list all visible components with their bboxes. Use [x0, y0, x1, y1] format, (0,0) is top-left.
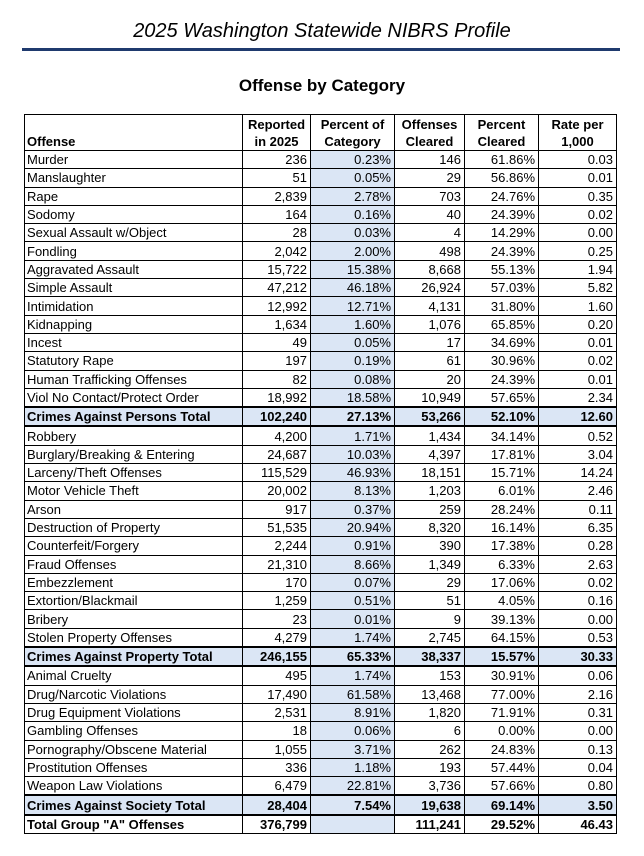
- cell-rate-per-1000: 0.01: [539, 370, 617, 388]
- cell-rate-per-1000: 2.63: [539, 555, 617, 573]
- cell-percent-of-category: 1.74%: [311, 628, 395, 647]
- cell-offenses-cleared: 51: [395, 592, 465, 610]
- table-row: [25, 537, 617, 555]
- cell-percent-cleared: 14.29%: [465, 224, 539, 242]
- cell-offense: Aggravated Assault: [25, 260, 243, 278]
- cell-offense: Simple Assault: [25, 279, 243, 297]
- cell-rate-per-1000: 0.01: [539, 333, 617, 351]
- cell-percent-of-category: 12.71%: [311, 297, 395, 315]
- cell-offenses-cleared: 1,076: [395, 315, 465, 333]
- cell-percent-of-category: 22.81%: [311, 777, 395, 796]
- cell-percent-of-category: [311, 815, 395, 834]
- cell-offenses-cleared: 61: [395, 352, 465, 370]
- cell-offense: Embezzlement: [25, 573, 243, 591]
- cell-percent-cleared: 77.00%: [465, 685, 539, 703]
- table-row: [25, 685, 617, 703]
- cell-offense: Robbery: [25, 426, 243, 445]
- cell-percent-of-category: 10.03%: [311, 445, 395, 463]
- cell-rate-per-1000: 0.35: [539, 187, 617, 205]
- cell-offenses-cleared: 2,745: [395, 628, 465, 647]
- cell-reported: 23: [243, 610, 311, 628]
- cell-rate-per-1000: 0.53: [539, 628, 617, 647]
- table-row: [25, 352, 617, 370]
- cell-reported: 236: [243, 151, 311, 169]
- cell-reported: 82: [243, 370, 311, 388]
- cell-rate-per-1000: 2.46: [539, 482, 617, 500]
- cell-offenses-cleared: 703: [395, 187, 465, 205]
- cell-offense: Bribery: [25, 610, 243, 628]
- cell-percent-cleared: 17.06%: [465, 573, 539, 591]
- cell-rate-per-1000: 2.16: [539, 685, 617, 703]
- cell-reported: 4,200: [243, 426, 311, 445]
- cell-rate-per-1000: 0.02: [539, 352, 617, 370]
- cell-percent-cleared: 17.81%: [465, 445, 539, 463]
- cell-rate-per-1000: 1.94: [539, 260, 617, 278]
- cell-offenses-cleared: 4: [395, 224, 465, 242]
- cell-reported: 170: [243, 573, 311, 591]
- table-body: [25, 151, 617, 834]
- table-row: [25, 333, 617, 351]
- cell-offenses-cleared: 29: [395, 169, 465, 187]
- cell-percent-cleared: 30.91%: [465, 666, 539, 685]
- cell-percent-of-category: 0.01%: [311, 610, 395, 628]
- cell-offense: Incest: [25, 333, 243, 351]
- cell-offenses-cleared: 9: [395, 610, 465, 628]
- cell-percent-cleared: 57.65%: [465, 388, 539, 407]
- cell-offense: Sodomy: [25, 205, 243, 223]
- table-row: [25, 777, 617, 796]
- cell-offense: Arson: [25, 500, 243, 518]
- cell-reported: 17,490: [243, 685, 311, 703]
- cell-rate-per-1000: 3.04: [539, 445, 617, 463]
- cell-percent-of-category: 0.51%: [311, 592, 395, 610]
- cell-percent-of-category: 2.78%: [311, 187, 395, 205]
- cell-percent-cleared: 6.01%: [465, 482, 539, 500]
- table-row: [25, 169, 617, 187]
- cell-percent-of-category: 0.05%: [311, 333, 395, 351]
- table-row: [25, 388, 617, 407]
- cell-offenses-cleared: 26,924: [395, 279, 465, 297]
- table-row: [25, 740, 617, 758]
- cell-offense: Intimidation: [25, 297, 243, 315]
- cell-percent-of-category: 61.58%: [311, 685, 395, 703]
- cell-reported: 18,992: [243, 388, 311, 407]
- cell-offense: Crimes Against Property Total: [25, 647, 243, 666]
- cell-percent-cleared: 52.10%: [465, 407, 539, 426]
- cell-percent-of-category: 0.37%: [311, 500, 395, 518]
- cell-offense: Destruction of Property: [25, 518, 243, 536]
- cell-percent-of-category: 2.00%: [311, 242, 395, 260]
- cell-rate-per-1000: 14.24: [539, 464, 617, 482]
- cell-rate-per-1000: 0.28: [539, 537, 617, 555]
- cell-rate-per-1000: 30.33: [539, 647, 617, 666]
- cell-percent-of-category: 7.54%: [311, 795, 395, 814]
- cell-reported: 376,799: [243, 815, 311, 834]
- cell-offenses-cleared: 8,320: [395, 518, 465, 536]
- cell-offenses-cleared: 1,434: [395, 426, 465, 445]
- cell-rate-per-1000: 0.03: [539, 151, 617, 169]
- cell-reported: 102,240: [243, 407, 311, 426]
- cell-percent-of-category: 27.13%: [311, 407, 395, 426]
- cell-reported: 2,839: [243, 187, 311, 205]
- cell-offenses-cleared: 29: [395, 573, 465, 591]
- cell-offense: Counterfeit/Forgery: [25, 537, 243, 555]
- cell-reported: 115,529: [243, 464, 311, 482]
- cell-percent-cleared: 15.71%: [465, 464, 539, 482]
- header-offenses-cleared: Offenses Cleared: [395, 115, 465, 151]
- cell-percent-cleared: 24.39%: [465, 242, 539, 260]
- cell-percent-cleared: 17.38%: [465, 537, 539, 555]
- cell-reported: 2,244: [243, 537, 311, 555]
- cell-percent-of-category: 0.16%: [311, 205, 395, 223]
- cell-reported: 1,055: [243, 740, 311, 758]
- cell-reported: 21,310: [243, 555, 311, 573]
- cell-reported: 51: [243, 169, 311, 187]
- cell-offense: Crimes Against Society Total: [25, 795, 243, 814]
- table-row: [25, 628, 617, 647]
- cell-offenses-cleared: 259: [395, 500, 465, 518]
- cell-percent-of-category: 46.18%: [311, 279, 395, 297]
- cell-reported: 15,722: [243, 260, 311, 278]
- cell-percent-cleared: 64.15%: [465, 628, 539, 647]
- cell-percent-cleared: 24.39%: [465, 370, 539, 388]
- table-row: [25, 555, 617, 573]
- cell-percent-of-category: 1.60%: [311, 315, 395, 333]
- cell-offenses-cleared: 498: [395, 242, 465, 260]
- cell-offenses-cleared: 19,638: [395, 795, 465, 814]
- cell-reported: 47,212: [243, 279, 311, 297]
- cell-offense: Drug Equipment Violations: [25, 703, 243, 721]
- cell-offense: Kidnapping: [25, 315, 243, 333]
- cell-offense: Manslaughter: [25, 169, 243, 187]
- table-row: [25, 426, 617, 445]
- offense-table: [24, 114, 617, 834]
- cell-percent-cleared: 30.96%: [465, 352, 539, 370]
- cell-percent-of-category: 0.23%: [311, 151, 395, 169]
- cell-reported: 1,634: [243, 315, 311, 333]
- cell-reported: 2,531: [243, 703, 311, 721]
- cell-offense: Rape: [25, 187, 243, 205]
- cell-rate-per-1000: 46.43: [539, 815, 617, 834]
- table-row: [25, 758, 617, 776]
- cell-offenses-cleared: 40: [395, 205, 465, 223]
- cell-rate-per-1000: 0.00: [539, 610, 617, 628]
- cell-offenses-cleared: 4,397: [395, 445, 465, 463]
- cell-percent-cleared: 55.13%: [465, 260, 539, 278]
- cell-offense: Motor Vehicle Theft: [25, 482, 243, 500]
- cell-percent-of-category: 0.08%: [311, 370, 395, 388]
- cell-rate-per-1000: 0.01: [539, 169, 617, 187]
- cell-offense: Larceny/Theft Offenses: [25, 464, 243, 482]
- cell-rate-per-1000: 0.25: [539, 242, 617, 260]
- table-row: [25, 666, 617, 685]
- cell-offenses-cleared: 20: [395, 370, 465, 388]
- cell-percent-cleared: 28.24%: [465, 500, 539, 518]
- table-row: [25, 242, 617, 260]
- cell-rate-per-1000: 0.31: [539, 703, 617, 721]
- cell-percent-cleared: 31.80%: [465, 297, 539, 315]
- cell-percent-of-category: 20.94%: [311, 518, 395, 536]
- cell-reported: 2,042: [243, 242, 311, 260]
- cell-offense: Crimes Against Persons Total: [25, 407, 243, 426]
- cell-offense: Fondling: [25, 242, 243, 260]
- cell-percent-of-category: 0.03%: [311, 224, 395, 242]
- cell-percent-cleared: 56.86%: [465, 169, 539, 187]
- cell-offenses-cleared: 3,736: [395, 777, 465, 796]
- cell-rate-per-1000: 5.82: [539, 279, 617, 297]
- cell-rate-per-1000: 0.00: [539, 722, 617, 740]
- cell-offenses-cleared: 1,203: [395, 482, 465, 500]
- cell-reported: 28,404: [243, 795, 311, 814]
- table-row: [25, 279, 617, 297]
- cell-percent-of-category: 8.66%: [311, 555, 395, 573]
- cell-offenses-cleared: 10,949: [395, 388, 465, 407]
- cell-offense: Total Group "A" Offenses: [25, 815, 243, 834]
- cell-offense: Sexual Assault w/Object: [25, 224, 243, 242]
- cell-offense: Fraud Offenses: [25, 555, 243, 573]
- cell-percent-of-category: 1.74%: [311, 666, 395, 685]
- cell-percent-cleared: 57.03%: [465, 279, 539, 297]
- cell-offenses-cleared: 6: [395, 722, 465, 740]
- cell-offenses-cleared: 8,668: [395, 260, 465, 278]
- cell-reported: 18: [243, 722, 311, 740]
- cell-offenses-cleared: 1,349: [395, 555, 465, 573]
- cell-percent-of-category: 3.71%: [311, 740, 395, 758]
- table-row: [25, 370, 617, 388]
- cell-rate-per-1000: 0.06: [539, 666, 617, 685]
- cell-offense: Pornography/Obscene Material: [25, 740, 243, 758]
- category-total-row: [25, 407, 617, 426]
- cell-offenses-cleared: 1,820: [395, 703, 465, 721]
- cell-reported: 24,687: [243, 445, 311, 463]
- cell-offenses-cleared: 17: [395, 333, 465, 351]
- grand-total-row: [25, 815, 617, 834]
- table-row: [25, 592, 617, 610]
- cell-reported: 197: [243, 352, 311, 370]
- cell-rate-per-1000: 3.50: [539, 795, 617, 814]
- cell-percent-cleared: 6.33%: [465, 555, 539, 573]
- cell-reported: 12,992: [243, 297, 311, 315]
- cell-offense: Viol No Contact/Protect Order: [25, 388, 243, 407]
- table-row: [25, 500, 617, 518]
- cell-percent-cleared: 29.52%: [465, 815, 539, 834]
- cell-reported: 246,155: [243, 647, 311, 666]
- table-row: [25, 518, 617, 536]
- cell-offense: Statutory Rape: [25, 352, 243, 370]
- header-offense: Offense: [25, 115, 243, 151]
- cell-percent-of-category: 46.93%: [311, 464, 395, 482]
- cell-offense: Human Trafficking Offenses: [25, 370, 243, 388]
- cell-reported: 6,479: [243, 777, 311, 796]
- cell-offenses-cleared: 4,131: [395, 297, 465, 315]
- cell-percent-of-category: 0.07%: [311, 573, 395, 591]
- cell-rate-per-1000: 0.02: [539, 205, 617, 223]
- cell-percent-of-category: 0.05%: [311, 169, 395, 187]
- table-row: [25, 610, 617, 628]
- cell-percent-cleared: 39.13%: [465, 610, 539, 628]
- cell-percent-of-category: 65.33%: [311, 647, 395, 666]
- cell-reported: 20,002: [243, 482, 311, 500]
- cell-offense: Gambling Offenses: [25, 722, 243, 740]
- cell-percent-of-category: 1.71%: [311, 426, 395, 445]
- cell-percent-cleared: 34.69%: [465, 333, 539, 351]
- cell-percent-cleared: 61.86%: [465, 151, 539, 169]
- cell-offenses-cleared: 38,337: [395, 647, 465, 666]
- cell-offenses-cleared: 193: [395, 758, 465, 776]
- cell-offense: Burglary/Breaking & Entering: [25, 445, 243, 463]
- cell-offense: Extortion/Blackmail: [25, 592, 243, 610]
- cell-percent-of-category: 0.19%: [311, 352, 395, 370]
- cell-reported: 495: [243, 666, 311, 685]
- cell-percent-cleared: 34.14%: [465, 426, 539, 445]
- cell-offenses-cleared: 13,468: [395, 685, 465, 703]
- cell-offenses-cleared: 262: [395, 740, 465, 758]
- document-title: 2025 Washington Statewide NIBRS Profile: [133, 20, 511, 42]
- cell-offenses-cleared: 146: [395, 151, 465, 169]
- cell-rate-per-1000: 0.11: [539, 500, 617, 518]
- table-row: [25, 573, 617, 591]
- table-row: [25, 187, 617, 205]
- cell-reported: 336: [243, 758, 311, 776]
- cell-percent-of-category: 1.18%: [311, 758, 395, 776]
- cell-reported: 164: [243, 205, 311, 223]
- table-row: [25, 445, 617, 463]
- cell-rate-per-1000: 0.02: [539, 573, 617, 591]
- table-row: [25, 224, 617, 242]
- cell-offense: Animal Cruelty: [25, 666, 243, 685]
- table-row: [25, 205, 617, 223]
- table-row: [25, 464, 617, 482]
- cell-percent-cleared: 65.85%: [465, 315, 539, 333]
- cell-percent-cleared: 57.66%: [465, 777, 539, 796]
- table-row: [25, 315, 617, 333]
- cell-offenses-cleared: 18,151: [395, 464, 465, 482]
- cell-percent-cleared: 57.44%: [465, 758, 539, 776]
- table-row: [25, 151, 617, 169]
- table-row: [25, 297, 617, 315]
- cell-reported: 51,535: [243, 518, 311, 536]
- table-row: [25, 722, 617, 740]
- cell-percent-cleared: 71.91%: [465, 703, 539, 721]
- cell-rate-per-1000: 2.34: [539, 388, 617, 407]
- cell-reported: 1,259: [243, 592, 311, 610]
- cell-rate-per-1000: 6.35: [539, 518, 617, 536]
- header-rate-per-1000: Rate per 1,000: [539, 115, 617, 151]
- cell-reported: 49: [243, 333, 311, 351]
- cell-percent-cleared: 4.05%: [465, 592, 539, 610]
- table-header-row: [25, 115, 617, 151]
- cell-percent-of-category: 0.06%: [311, 722, 395, 740]
- cell-offenses-cleared: 153: [395, 666, 465, 685]
- cell-percent-cleared: 15.57%: [465, 647, 539, 666]
- cell-percent-cleared: 24.39%: [465, 205, 539, 223]
- cell-rate-per-1000: 0.16: [539, 592, 617, 610]
- cell-percent-cleared: 69.14%: [465, 795, 539, 814]
- cell-rate-per-1000: 1.60: [539, 297, 617, 315]
- cell-offense: Murder: [25, 151, 243, 169]
- cell-rate-per-1000: 0.80: [539, 777, 617, 796]
- cell-percent-of-category: 8.13%: [311, 482, 395, 500]
- table-row: [25, 703, 617, 721]
- cell-rate-per-1000: 0.13: [539, 740, 617, 758]
- cell-percent-of-category: 8.91%: [311, 703, 395, 721]
- cell-offenses-cleared: 53,266: [395, 407, 465, 426]
- table-row: [25, 482, 617, 500]
- cell-rate-per-1000: 0.52: [539, 426, 617, 445]
- cell-percent-of-category: 15.38%: [311, 260, 395, 278]
- cell-percent-of-category: 18.58%: [311, 388, 395, 407]
- cell-percent-of-category: 0.91%: [311, 537, 395, 555]
- cell-rate-per-1000: 0.04: [539, 758, 617, 776]
- table-title: Offense by Category: [238, 76, 406, 95]
- category-total-row: [25, 647, 617, 666]
- cell-percent-cleared: 24.76%: [465, 187, 539, 205]
- cell-rate-per-1000: 0.20: [539, 315, 617, 333]
- title-divider: [22, 48, 620, 51]
- cell-rate-per-1000: 12.60: [539, 407, 617, 426]
- cell-reported: 4,279: [243, 628, 311, 647]
- header-percent-cleared: Percent Cleared: [465, 115, 539, 151]
- cell-reported: 28: [243, 224, 311, 242]
- table-row: [25, 260, 617, 278]
- cell-percent-cleared: 16.14%: [465, 518, 539, 536]
- header-reported: Reported in 2025: [243, 115, 311, 151]
- cell-rate-per-1000: 0.00: [539, 224, 617, 242]
- cell-reported: 917: [243, 500, 311, 518]
- cell-percent-cleared: 0.00%: [465, 722, 539, 740]
- cell-percent-cleared: 24.83%: [465, 740, 539, 758]
- cell-offenses-cleared: 390: [395, 537, 465, 555]
- cell-offenses-cleared: 111,241: [395, 815, 465, 834]
- cell-offense: Weapon Law Violations: [25, 777, 243, 796]
- cell-offense: Stolen Property Offenses: [25, 628, 243, 647]
- header-percent-of-category: Percent of Category: [311, 115, 395, 151]
- cell-offense: Prostitution Offenses: [25, 758, 243, 776]
- category-total-row: [25, 795, 617, 814]
- cell-offense: Drug/Narcotic Violations: [25, 685, 243, 703]
